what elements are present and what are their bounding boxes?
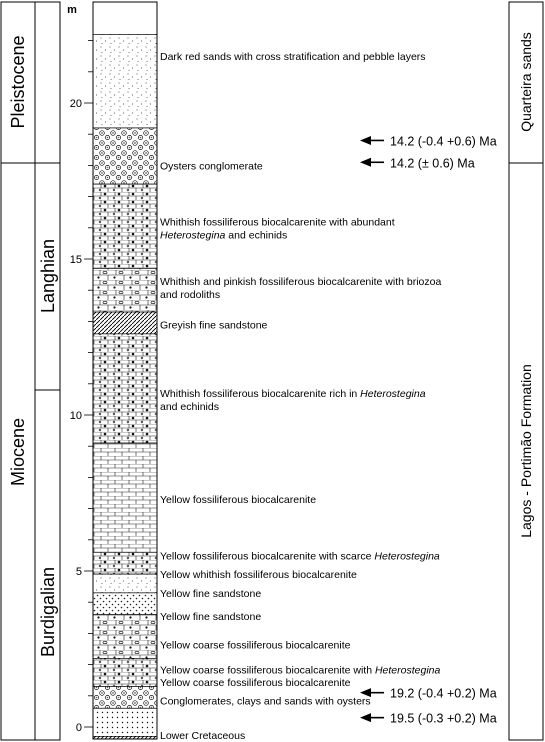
formation-label-quarteira: Quarteira sands — [518, 32, 534, 132]
depth-tick-label: 0 — [75, 722, 82, 734]
lithology-layer-6 — [93, 334, 157, 443]
epoch-label-pleistocene: Pleistocene — [8, 35, 28, 129]
layer-description: Whithish fossiliferous biocalcarenite with abundant — [160, 216, 395, 229]
stage-label-burdigalian: Burdigalian — [38, 566, 58, 658]
lithology-layer-14 — [93, 708, 157, 736]
layer-description: Dark red sands with cross stratification and pebble layers — [160, 51, 426, 64]
depth-tick-label: 10 — [69, 410, 82, 422]
depth-tick-label: 15 — [69, 254, 82, 266]
lithology-layer-7 — [93, 443, 157, 552]
depth-axis — [70, 41, 93, 734]
lithology-layer-9 — [93, 574, 157, 593]
layer-description: Oysters conglomerate — [160, 160, 263, 173]
layer-description: Heterostegina and echinids — [160, 229, 288, 242]
depth-tick-label: 20 — [69, 98, 82, 110]
layer-description: and echinids — [160, 401, 219, 414]
layer-description: Whithish fossiliferous biocalcarenite rich in Heterostegina — [160, 388, 426, 401]
lithology-layer-4 — [93, 268, 157, 312]
layer-description: Lower Cretaceous — [160, 729, 246, 742]
lithology-layer-10 — [93, 593, 157, 615]
layer-description: and rodoliths — [160, 288, 221, 301]
lithology-layer-1 — [93, 34, 157, 128]
lithology-layer-3 — [93, 184, 157, 268]
layer-description: Greyish fine sandstone — [160, 319, 268, 332]
layer-description: Yellow fine sandstone — [160, 587, 262, 600]
radiometric-date-label: 14.2 (± 0.6) Ma — [390, 156, 475, 171]
depth-unit-label: m — [67, 4, 77, 16]
date-arrow-icon — [360, 158, 371, 167]
layer-descriptions — [160, 51, 441, 742]
lithology-layer-2 — [93, 128, 157, 184]
layer-description: Whithish and pinkish fossiliferous biocalcarenite with briozoa — [160, 275, 442, 288]
layer-description: Conglomerates, clays and sands with oysters — [160, 695, 371, 708]
stage-label-langhian: Langhian — [38, 238, 58, 314]
lithology-layer-8 — [93, 552, 157, 574]
radiometric-date-label: 19.5 (-0.3 +0.2) Ma — [390, 711, 497, 726]
formation-label-lagos: Lagos - Portimão Formation — [518, 364, 534, 538]
lithology-layer-12 — [93, 658, 157, 686]
layer-description: Yellow coarse fossiliferous biocalcarenite — [160, 639, 351, 652]
radiometric-date-label: 19.2 (-0.4 +0.2) Ma — [390, 686, 497, 701]
layer-description: Yellow coarse fossiliferous biocalcarenite with Heterostegina — [160, 664, 441, 677]
radiometric-date-label: 14.2 (-0.4 +0.6) Ma — [390, 134, 497, 149]
date-arrow-icon — [360, 713, 371, 722]
lithology-layer-11 — [93, 615, 157, 659]
layer-description: Yellow fossiliferous biocalcarenite with scarce Heterostegina — [160, 550, 440, 563]
layer-description: Yellow fossiliferous biocalcarenite — [160, 494, 317, 507]
layer-description: Yellow whithish fossiliferous biocalcarenite — [160, 569, 357, 582]
lithology-layer-5 — [93, 312, 157, 334]
epoch-label-miocene: Miocene — [8, 417, 28, 487]
lithology-layer-13 — [93, 686, 157, 708]
layer-description: Yellow coarse fossiliferous biocalcarenite — [160, 676, 351, 689]
layer-description: Yellow fine sandstone — [160, 611, 262, 624]
lithology-column — [93, 34, 157, 739]
depth-tick-label: 5 — [75, 566, 82, 578]
date-arrow-icon — [360, 136, 371, 145]
